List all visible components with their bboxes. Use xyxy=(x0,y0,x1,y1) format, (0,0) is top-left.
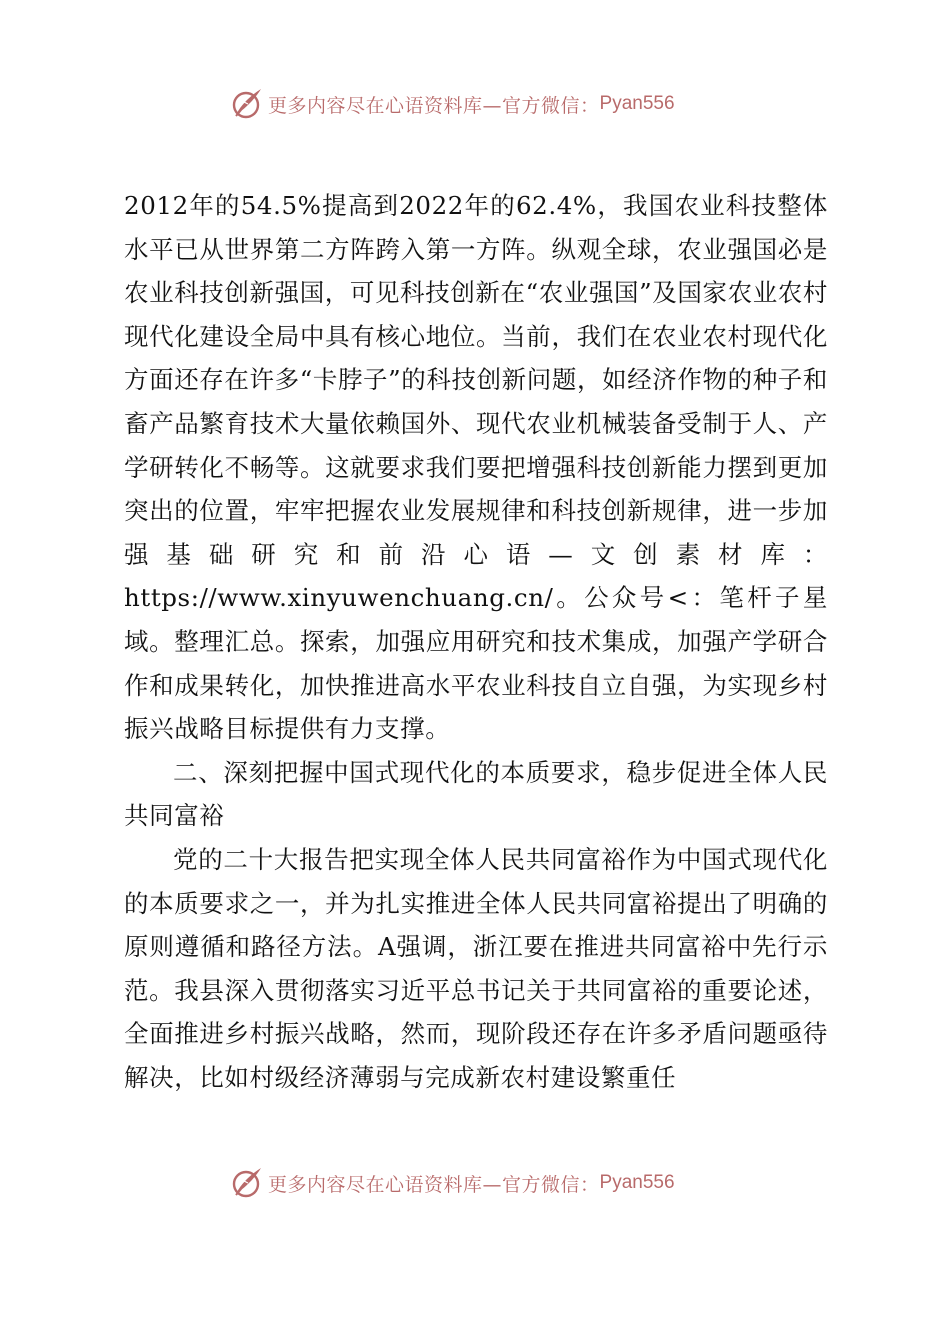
watermark-text: 更多内容尽在心语资料库—官方微信： xyxy=(268,1173,600,1196)
footer-watermark xyxy=(228,1163,675,1203)
quill-logo-icon xyxy=(228,1165,264,1201)
watermark-contact: Pyan556 xyxy=(599,93,675,114)
watermark-text: 更多内容尽在心语资料库—官方微信： xyxy=(268,94,600,117)
section-heading: 二、深刻把握中国式现代化的本质要求，稳步促进全体人民共同富裕 xyxy=(124,757,828,831)
quill-logo-icon xyxy=(228,86,264,122)
paragraph: 党的二十大报告把实现全体人民共同富裕作为中国式现代化的本质要求之一，并为扎实推进全体人民共同富裕提出了明确的原则遵循和路径方法。A强调，浙江要在推进共同富裕中先行示范。我县深入贯彻落实习近平总书记关于共同富裕的重要论述，全面推进乡村振兴战略，然而，现阶段还存在许多矛盾问题亟待解决，比如村级经济薄弱与完成新农村建设繁重任 xyxy=(124,844,828,1092)
watermark-contact: Pyan556 xyxy=(599,1172,675,1193)
header-watermark xyxy=(228,84,675,124)
document-body xyxy=(124,184,828,1099)
paragraph-continuation: 2012年的54.5%提高到2022年的62.4%，我国农业科技整体水平已从世界第二方阵跨入第一方阵。纵观全球，农业强国必是农业科技创新强国，可见科技创新在“农业强国”及国家农业农村现代化建设全局中具有核心地位。当前，我们在农业农村现代化方面还存在许多“卡脖子”的科技创新问题，如经济作物的种子和畜产品繁育技术大量依赖国外、现代农业机械装备受制于人、产学研转化不畅等。这就要求我们要把增强科技创新能力摆到更加突出的位置，牢牢把握农业发展规律和科技创新规律，进一步加强基础研究和前沿心语—文创素材库：https://www.xinyuwenchuang.cn/。公众号<：笔杆子星域。整理汇总。探索，加强应用研究和技术集成，加强产学研合作和成果转化，加快推进高水平农业科技自立自强，为实现乡村振兴战略目标提供有力支撑。 xyxy=(124,191,828,744)
